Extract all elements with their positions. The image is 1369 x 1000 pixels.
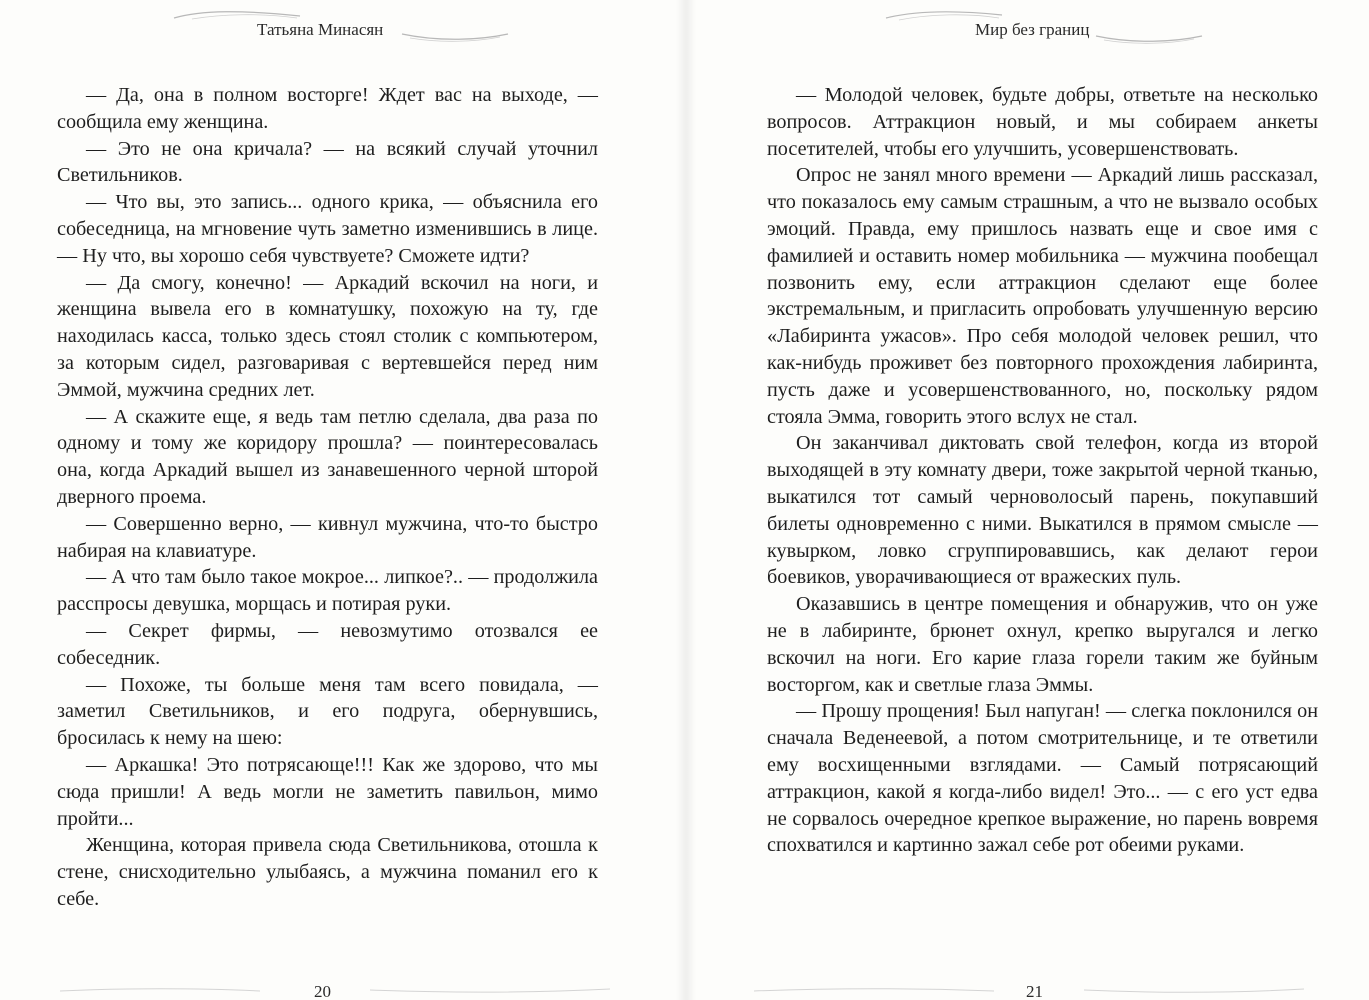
right-page [684,0,1368,1000]
paragraph: — А что там было такое мокрое... липкое?.. — продолжила расспросы девушка, морщась и потирая руки. [57,566,598,616]
paragraph: Опрос не занял много времени — Аркадий лишь рассказал, что показалось ему самым страшным, а что не вызвало особых эмоций. Правда, ему пришлось назвать еще и свое имя с фамилией и оставить номер мобильника — мужчина пообещал позвонить ему, если аттракцион сделают еще более экстремальным, и пригласить опробовать улучшенную версию «Лабиринта ужасов». Про себя молодой человек решил, что как-нибудь проживет без повторного прохождения лабиринта, пусть даже и усовершенствованного, но, поскольку рядом стояла Эмма, говорить этого вслух не стал. [767,164,1318,428]
footer-ornament-left [60,986,260,994]
paragraph: — Похоже, ты больше меня там всего повидала, — заметил Светильников, и его подруга, обернувшись, бросилась к нему на шею: [57,673,598,750]
header-ornament-right [400,30,510,44]
running-head-title: Мир без границ [975,20,1090,39]
paragraph: Женщина, которая привела сюда Светильникова, отошла к стене, снисходительно улыбаясь, а мужчина поманил его к себе. [57,834,598,910]
page-number: 21 [1026,982,1043,1000]
footer-ornament-right [1084,986,1304,994]
paragraph: — Да смогу, конечно! — Аркадий вскочил на ноги, и женщина вывела его в комнатушку, похожую на ту, где находилась касса, только здесь стоял столик с компьютером, за которым сидел, разговаривая с вертевшейся перед ним Эммой, мужчина средних лет. [57,271,598,401]
paragraph: Оказавшись в центре помещения и обнаружив, что он уже не в лабиринте, брюнет охнул, крепко выругался и легко вскочил на ноги. Его карие глаза горели таким же буйным восторгом, как и светлые глаза Эммы. [767,593,1318,696]
paragraph: — Да, она в полном восторге! Ждет вас на выходе, — сообщила ему женщина. [57,84,598,133]
paragraph: Он заканчивал диктовать свой телефон, когда из второй выходящей в эту комнату двери, тоже закрытой черной тканью, выкатился тот самый черноволосый парень, покупавший билеты одновременно с ними. Выкатился в прямом смысле — кувырком, ловко сгруппировавшись, как делают герои боевиков, уворачивающиеся от вражеских пуль. [767,432,1318,589]
header-ornament-right [1094,32,1204,46]
paragraph: — Секрет фирмы, — невозмутимо отозвался ее собеседник. [57,619,598,669]
book-gutter [676,0,696,1000]
paragraph: — Что вы, это запись... одного крика, — объяснила его собеседница, на мгновение чуть заметно изменившись в лице. — Ну что, вы хорошо себя чувствуете? Сможете идти? [57,191,598,267]
running-head-author: Татьяна Минасян [257,20,384,39]
paragraph: — Это не она кричала? — на всякий случай уточнил Светильников. [57,137,598,187]
left-page [0,0,684,1000]
paragraph: — Молодой человек, будьте добры, ответьте на несколько вопросов. Аттракцион новый, и мы собираем анкеты посетителей, чтобы его улучшить, усовершенствовать. [767,84,1318,160]
paragraph: — Аркашка! Это потрясающе!!! Как же здорово, что мы сюда пришли! А ведь могли не заметить павильон, мимо пройти... [57,753,598,830]
paragraph: — Прошу прощения! Был напуган! — слегка поклонился он сначала Веденеевой, а потом смотрительнице, и те ответили ему восхищенными взглядами. — Самый потрясающий аттракцион, какой я когда-либо видел! Это... — с его уст едва не сорвалось очередное крепкое выражение, но парень вовремя спохватился и картинно зажал себе рот обеими руками. [767,700,1318,857]
footer-ornament-right [370,986,610,994]
footer-ornament-left [754,986,994,994]
right-page-text [767,82,1318,859]
paragraph: — А скажите еще, я ведь там петлю сделала, два раза по одному и тому же коридору прошла? — поинтересовалась она, когда Аркадий вышел из занавешенного черной шторой дверного проема. [57,405,598,508]
paragraph: — Совершенно верно, — кивнул мужчина, что-то быстро набирая на клавиатуре. [57,512,598,562]
page-number: 20 [314,982,331,1000]
left-page-text [57,82,598,913]
